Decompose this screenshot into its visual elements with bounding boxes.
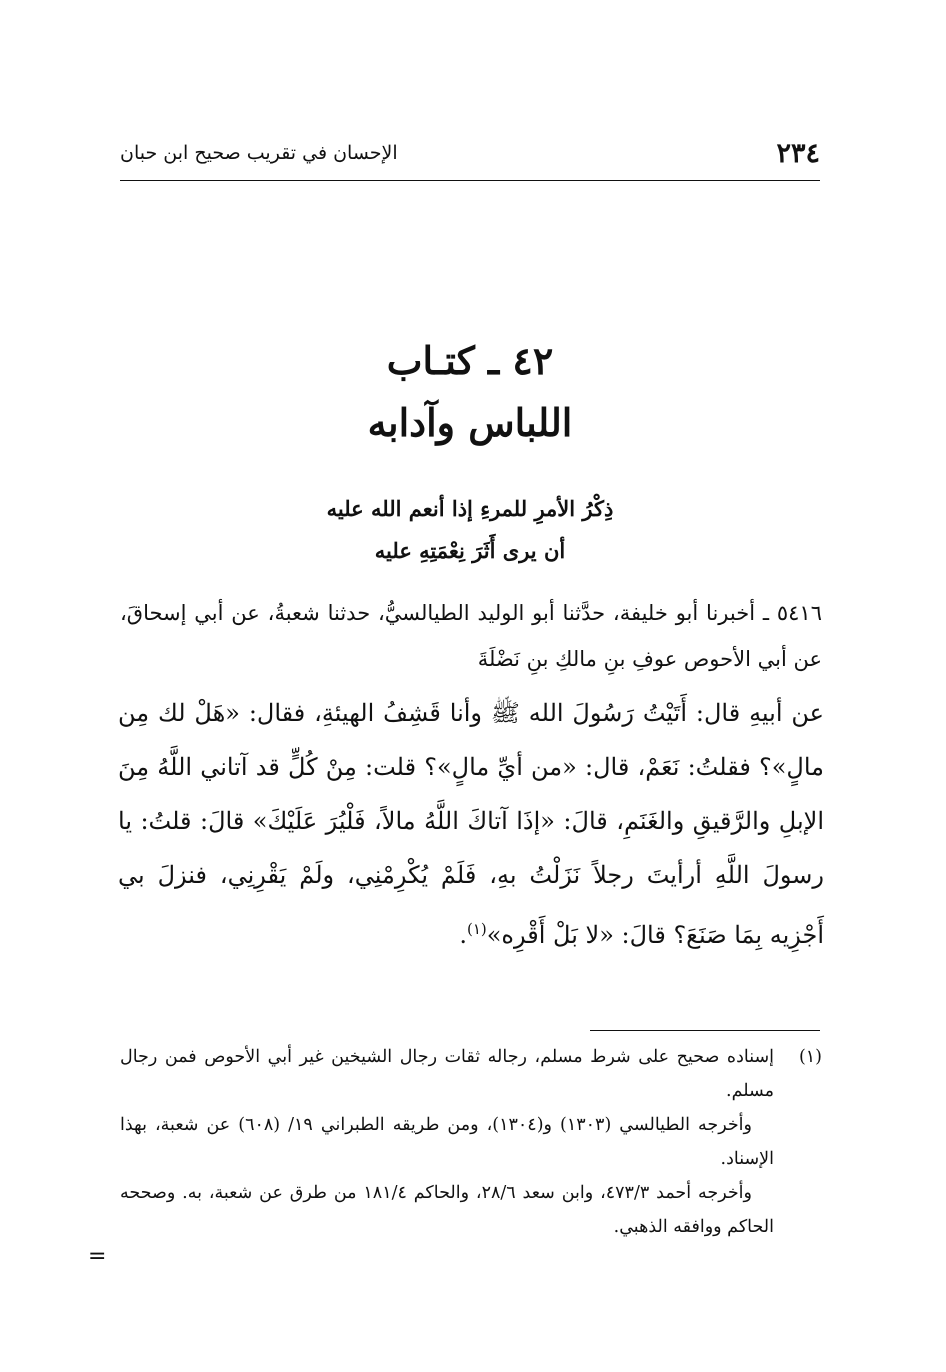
footnote-separator [590,1030,820,1031]
hadith-matn [118,686,824,962]
running-title: الإحسان في تقريب صحيح ابن حبان [120,142,398,164]
header-rule [120,180,820,181]
continuation-mark: = [88,1244,107,1269]
footnote-marker: (١) [798,1047,822,1067]
chapter-heading [120,488,820,572]
chapter-heading-line-1: ذِكْرُ الأمرِ للمرءِ إذا أنعم الله عليه [326,496,614,521]
running-header [120,138,820,178]
hadith-matn-text: عن أبيهِ قال: أَتَيْتُ رَسُولَ الله ﷺ وأنا قَشِفُ الهيئةِ، فقال: «هَلْ لك مِن مالٍ»؟ فقلتُ: نَعَمْ، قال: «من أيِّ مالٍ»؟ قلت: مِنْ كُلٍّ قد آتاني اللَّهُ مِنَ الإبلِ والرَّقيقِ والغَنَمِ، قالَ: «إذَا آتاكَ اللَّهُ مالاً، فَلْيُرَ عَلَيْكَ» قالَ: قلتُ: يا رسولَ اللَّهِ أرأيتَ رجلاً نَزَلْتُ بهِ، فَلَمْ يُكْرِمْنِي، ولَمْ يَقْرِنِي، فنزلَ بي أَجْزِيه بِمَا صَنَعَ؟ قالَ: «لا بَلْ أَقْرِه» [118,699,824,949]
footnote-text-3: وأخرجه أحمد ٤٧٣/٣، وابن سعد ٢٨/٦، والحاكم ١٨١/٤ من طرق عن شعبة، به. وصححه الحاكم ووافقه الذهبي. [120,1183,774,1237]
page-number: ٢٣٤ [776,138,820,169]
footnote-item [120,1040,822,1108]
footnote-reference: (١) [466,920,487,938]
book-heading [120,330,820,454]
book-title: اللباس وآدابه [367,400,573,445]
hadith-isnad: ٥٤١٦ ـ أخبرنا أبو خليفة، حدَّثنا أبو الوليد الطيالسيُّ، حدثنا شعبةُ، عن أبي إسحاقَ، عن أبي الأحوص عوفِ بنِ مالكِ بنِ نَضْلَةَ [120,601,822,671]
footnote-paragraph-2 [120,1108,774,1176]
footnote-paragraph-3 [120,1176,774,1244]
footnotes [120,1040,822,1244]
hadith-end-mark: . [459,921,467,949]
footnote-text-2: وأخرجه الطيالسي (١٣٠٣) و(١٣٠٤)، ومن طريقه الطبراني ١٩/ (٦٠٨) عن شعبة، بهذا الإسناد. [120,1115,774,1169]
chapter-heading-line-2: أن يرى أَثَرَ نِعْمَتِهِ عليه [374,538,566,563]
footnote-text-1: إسناده صحيح على شرط مسلم، رجاله ثقات رجال الشيخين غير أبي الأحوص فمن رجال مسلم. [120,1047,774,1101]
book-number: ٤٢ ـ كتـاب [386,338,554,383]
